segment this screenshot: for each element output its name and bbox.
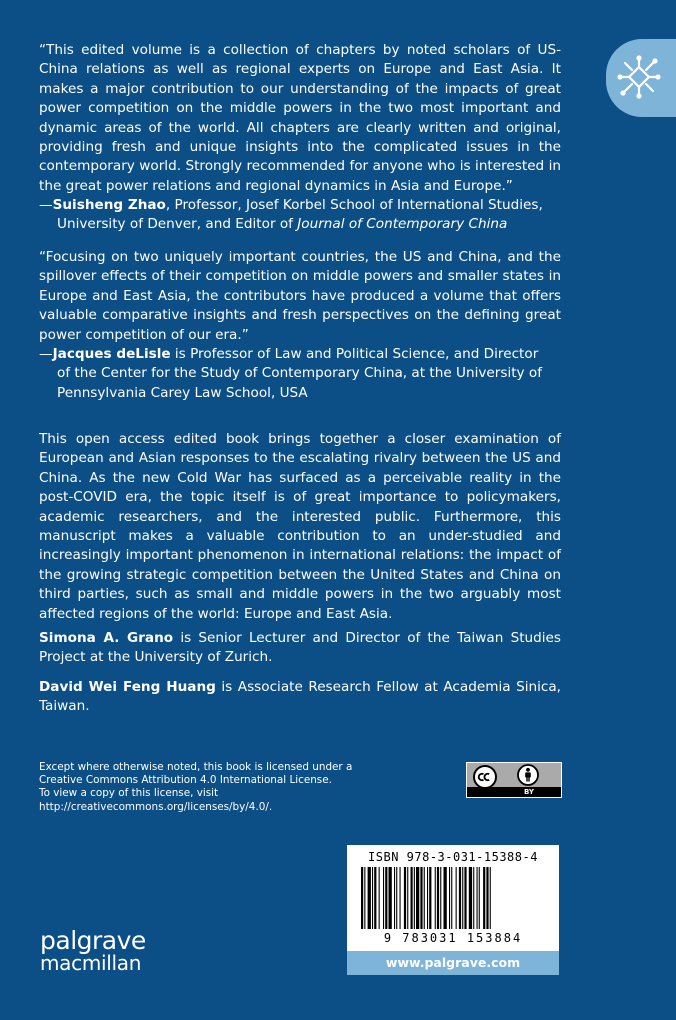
creative-commons-icon (473, 765, 497, 789)
endorsement-quote-2 (39, 248, 561, 345)
quote-1-journal-title: Journal of Contemporary China (297, 216, 508, 233)
barcode-bar (486, 867, 488, 929)
barcode-bar (424, 867, 425, 929)
barcode-bar (451, 867, 452, 929)
editor-bio-1 (39, 629, 561, 668)
barcode-bar (473, 867, 474, 929)
publisher-name-line-1: palgrave (40, 926, 146, 955)
editor-bio-2 (39, 678, 561, 717)
license-line-3: To view a copy of this license, visit (39, 787, 219, 800)
description-text: This open access edited book brings together a closer examination of European and Asian responses to the escalating rivalry between the US and China. As the new Cold War has surfaced as a perceivable reality in the post-COVID era, the topic itself is of great importance to policymakers, academic researchers, and the interested public. Furthermore, this manuscript makes a valuable contribution to an under-studied and increasingly important phenomenon in international relations: the impact of the growing strategic competition between the United States and China on third parties, such as small and middle powers in the two arguably most affected regions of the world: Europe and East Asia. (39, 431, 561, 622)
quote-1-attribution (39, 196, 543, 235)
isbn-label: ISBN 978-3-031-15388-4 (368, 850, 538, 864)
quote-1-author-name: Suisheng Zhao (52, 197, 166, 213)
barcode-bar (464, 867, 466, 929)
editor-2-bio: is Associate Research Fellow at Academia Sinica, Taiwan. (39, 679, 561, 715)
open-access-logo-tab (606, 39, 676, 117)
barcode-bar (483, 867, 485, 929)
barcode-bar (361, 867, 363, 929)
barcode-bar (411, 867, 413, 929)
by-label: BY (523, 788, 535, 796)
barcode-bar (420, 867, 422, 929)
editor-1-name: Simona A. Grano (39, 630, 174, 646)
barcode-bar (444, 867, 447, 929)
barcode-bar (456, 867, 457, 929)
barcode-bar (394, 867, 395, 929)
barcode-bar (435, 867, 436, 929)
quote-2-dash: — (39, 346, 53, 362)
barcode-bars (361, 867, 545, 929)
barcode-bar (407, 867, 408, 929)
quote-2-text: “Focusing on two uniquely important countries, the US and China, and the spillover effects of their competition on middle powers and smaller states in Europe and East Asia, the contributors have produced a volume that offers valuable comparative insights and fresh perspectives on the defining great power competition of our era.” (39, 249, 561, 343)
barcode-bar (400, 867, 401, 929)
quote-2-affiliation-line-3: Pennsylvania Carey Law School, USA (57, 384, 308, 401)
book-description (39, 430, 561, 624)
barcode-bar (437, 867, 439, 929)
barcode-bar (469, 867, 472, 929)
attribution-person-icon (517, 764, 539, 786)
publisher-url[interactable]: www.palgrave.com (347, 951, 559, 975)
barcode-bar (479, 867, 480, 929)
barcode-bar (459, 867, 461, 929)
editor-2-name: David Wei Feng Huang (39, 679, 216, 695)
publisher-logo (40, 926, 146, 975)
quote-2-author-title: is Professor of Law and Political Science, and Director (170, 346, 539, 362)
quote-1-dash: — (39, 197, 53, 213)
license-notice (39, 761, 369, 814)
quote-1-author-affiliation: University of Denver, and Editor of (57, 216, 298, 233)
barcode-bar (427, 867, 428, 929)
barcode-bar (449, 867, 450, 929)
barcode-bar (383, 867, 384, 929)
license-url: http://creativecommons.org/licenses/by/4.0/. (39, 800, 273, 813)
endorsement-quote-1 (39, 41, 561, 196)
barcode-bar (462, 867, 463, 929)
cc-by-badge (466, 762, 562, 798)
barcode-bar (364, 867, 365, 929)
barcode-bar (429, 867, 431, 929)
barcode-bar (477, 867, 478, 929)
editor-1-bio: is Senior Lecturer and Director of the Taiwan Studies Project at the University of Zurich. (39, 630, 561, 666)
barcode-bar (416, 867, 419, 929)
barcode-bar (368, 867, 371, 929)
barcode-bar (404, 867, 406, 929)
isbn-digits: 9 783031 153884 (383, 931, 523, 945)
barcode-bar (389, 867, 392, 929)
license-line-1: Except where otherwise noted, this book is licensed under a (39, 761, 353, 773)
barcode-bar (372, 867, 373, 929)
quote-2-author-name: Jacques deLisle (52, 346, 171, 362)
barcode-bar (396, 867, 397, 929)
quote-2-affiliation-line-2: of the Center for the Study of Contemporary China, at the University of (57, 365, 543, 382)
network-node-icon (615, 53, 663, 101)
barcode-bar (490, 867, 491, 929)
quote-1-text: “This edited volume is a collection of chapters by noted scholars of US-China relations as well as regional experts on Europe and East Asia. It makes a major contribution to our understanding of the impacts of great power competition on the middle powers in the two most important and dynamic areas of the world. All chapters are clearly written and original, providing fresh and unique insights into the complicated issues in the contemporary world. Strongly recommended for anyone who is interested in the great power relations and regional dynamics in Asia and Europe.” (39, 42, 561, 194)
barcode-bar (385, 867, 387, 929)
isbn-barcode (347, 845, 559, 951)
barcode-bar (440, 867, 441, 929)
barcode-bar (414, 867, 415, 929)
license-line-2: Creative Commons Attribution 4.0 International License. (39, 774, 332, 787)
quote-1-author-title: , Professor, Josef Korbel School of International Studies, (165, 197, 543, 213)
barcode-bar (379, 867, 380, 929)
publisher-name-line-2: macmillan (40, 951, 142, 975)
barcode-bar (374, 867, 376, 929)
quote-2-attribution (39, 345, 542, 403)
